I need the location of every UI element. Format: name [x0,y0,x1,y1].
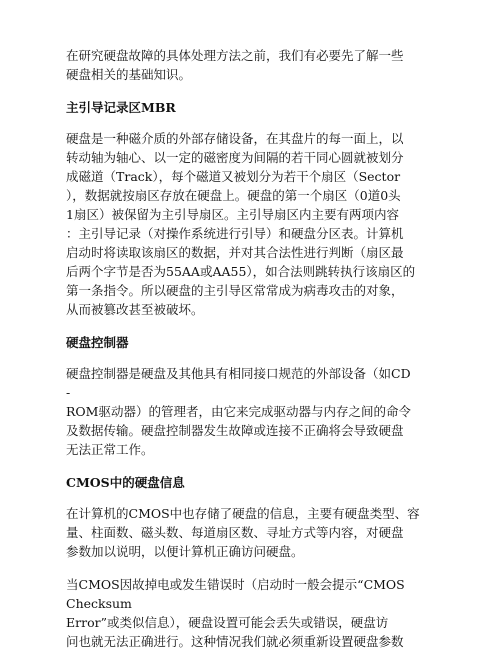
text-line: - [66,385,71,400]
text-line: ），数据就按扇区存放在硬盘上。硬盘的第一个扇区（0道0头 [66,188,401,203]
text-line: 量、柱面数、磁头数、每道扇区数、寻址方式等内容，对硬盘 [66,525,404,540]
text-line: 从而被篡改甚至被破坏。 [66,302,204,317]
text-line: 当CMOS因故掉电或发生错误时（启动时一般会提示“CMOS [66,577,405,592]
document-page [66,46,422,651]
text-line: 在研究硬盘故障的具体处理方法之前，我们有必要先了解一些 [66,48,404,63]
text-line: 启动时将读取该扇区的数据，并对其合法性进行判断（扇区最 [66,245,404,260]
text-line: 硬盘控制器是硬盘及其他具有相同接口规范的外部设备（如CD [66,366,411,381]
text-line: 硬盘是一种磁介质的外部存储设备，在其盘片的每一面上，以 [66,131,404,146]
text-line: 问也就无法正确进行。这种情况我们就必须重新设置硬盘参数 [66,634,404,649]
text-line: 后两个字节是否为55AA或AA55），如合法则跳转执行该扇区的 [66,264,416,279]
text-line: 在计算机的CMOS中也存储了硬盘的信息，主要有硬盘类型、容 [66,506,420,521]
text-line: 参数加以说明，以便计算机正确访问硬盘。 [66,544,304,559]
text-line: 第一条指令。所以硬盘的主引导区常常成为病毒攻击的对象， [66,283,404,298]
text-line: 转动轴为轴心、以一定的磁密度为间隔的若干同心圆就被划分 [66,150,404,165]
heading-mbr: 主引导记录区MBR [66,100,176,115]
text-line: 无法正常工作。 [66,442,154,457]
intro-paragraph [66,46,422,84]
text-line: ：主引导记录（对操作系统进行引导）和硬盘分区表。计算机 [66,226,404,241]
cmos-paragraph [66,504,422,561]
text-line: Checksum [66,596,132,611]
text-line: 硬盘相关的基础知识。 [66,67,192,82]
text-line: ROM驱动器）的管理者，由它来完成驱动器与内存之间的命令 [66,404,411,419]
text-line: 1扇区）被保留为主引导扇区。主引导扇区内主要有两项内容 [66,207,399,222]
heading-cmos: CMOS中的硬盘信息 [66,475,185,490]
text-line: 及数据传输。硬盘控制器发生故障或连接不正确将会导致硬盘 [66,423,404,438]
heading-controller: 硬盘控制器 [66,335,129,350]
cmos-error-paragraph [66,575,422,651]
mbr-paragraph [66,129,422,319]
controller-paragraph [66,364,422,459]
text-line: Error”或类似信息），硬盘设置可能会丢失或错误，硬盘访 [66,615,389,630]
text-line: 成磁道（Track），每个磁道又被划分为若干个扇区（Sector [66,169,401,184]
